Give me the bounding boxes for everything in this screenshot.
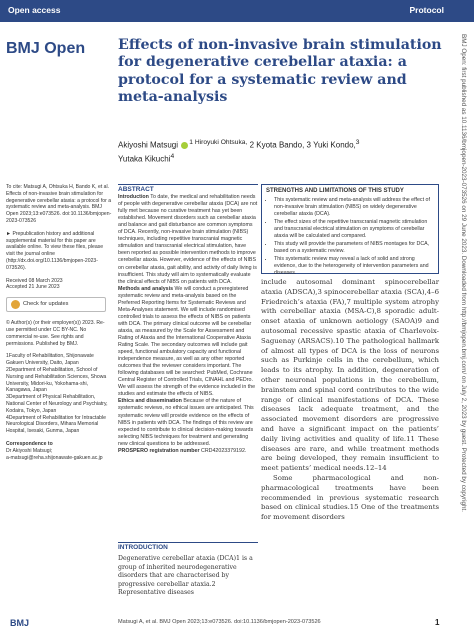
- journal-logo: BMJ Open: [6, 40, 86, 57]
- prospero-number: CRD42023379192.: [201, 447, 247, 454]
- check-for-updates-icon: [11, 300, 20, 309]
- left-sidebar: [6, 184, 112, 467]
- copyright-note: © Author(s) (or their employer(s)) 2023. Re-use permitted under CC BY-NC. No commercial re-use. See rights and permissions. Published by BMJ.: [6, 320, 105, 347]
- strengths-heading: STRENGTHS AND LIMITATIONS OF THIS STUDY: [266, 188, 404, 194]
- abstract-methods-text: We will conduct a preregistered systematic review and meta-analysis based on the Preferred Reporting Items for Systematic Reviews and Meta-Analyses statement. We will include randomised controlled trials to assess the effects of NIBS on patients with DCA. The primary clinical outcome will be cerebellar ataxia, as measured by the Scale for Assessment and Rating of Ataxia and the International Cooperative Ataxia Rating Scale. The secondary outcomes will include gait speed, functional ambulatory capacity and functional independence measure, as well as any other reported outcomes that the reviewer considers important. The following databases will be searched: PubMed, Cochrane Central Register of Controlled Trials, CINAHL and PEDro. We will assess the strength of the evidence included in the studies and estimate the effects of NIBS.: [118, 285, 256, 398]
- prospero-label: PROSPERO registration number: [118, 447, 200, 454]
- author-name[interactable]: Akiyoshi Matsugi: [118, 140, 179, 150]
- body-paragraph: Some pharmacological and non-pharmacological treatments have been recommended in previous systematic research based on clinical studies.15 One of the treatments for movement disorders: [261, 473, 439, 522]
- correspondence-label: Correspondence to: [6, 440, 53, 447]
- bmj-logo: BMJ: [10, 618, 30, 628]
- introduction-section: [118, 542, 258, 597]
- top-banner: [0, 0, 474, 22]
- author-name[interactable]: 3 Yuki Kondo,: [306, 140, 356, 150]
- footer-citation: Matsugi A, et al. BMJ Open 2023;13:e073526. doi:10.1136/bmjopen-2023-073526: [118, 619, 321, 625]
- open-access-label: Open access: [8, 5, 61, 15]
- article-type-label: Protocol: [409, 5, 444, 15]
- vertical-provenance-text[interactable]: BMJ Open: first published as 10.1136/bmjopen-2023-073526 on 29 June 2023. Downloaded from http://bmjopen.bmj.com/ on July 2, 2023 by guest. Protected by copyright.: [460, 34, 467, 513]
- abstract-intro-text: To date, the medical and rehabilitation needs of people with degenerative cerebellar ataxia (DCA) are not fully met because no curative treatment has yet been established. Movement disorders such as cerebellar ataxia and balance and gait disturbance are common symptoms of DCA. Recently, non-invasive brain stimulation (NIBS) techniques, including repetitive transcranial magnetic stimulation and transcranial electrical stimulation, have been reported as possible intervention methods to improve cerebellar ataxia. However, evidence of the effects of NIBS on cerebellar ataxia, gait ability, and activity of daily living is insufficient. This study will aim to systematically evaluate the clinical effects of NIBS on patients with DCA.: [118, 194, 258, 285]
- author-name[interactable]: 2 Kyota Bando,: [249, 140, 305, 150]
- check-for-updates-button[interactable]: [6, 297, 106, 312]
- page-number: 1: [435, 618, 440, 627]
- strength-item: • The effect sizes of the repetitive transcranial magnetic stimulation and transcranial electrical stimulation on symptoms of cerebellar ataxia will be calculated and compared.: [274, 219, 434, 240]
- abstract: [118, 184, 258, 455]
- page-footer: [0, 613, 474, 631]
- author-list: [118, 137, 448, 164]
- body-text-right: [261, 278, 439, 523]
- body-paragraph: include autosomal dominant spinocerebellar ataxia (ADSCA),3 spinocerebellar ataxia (SCA),4–6 Friedreich’s ataxia (FA),7 multiple system atrophy with cerebellar ataxia (MSA-C),8 sporadic adult-onset ataxia of unknown aetiology (SAOA)9 and autosomal recessive spastic ataxia of Charlevoix-Saguenay (ARSACS).10 The pathological hallmark of almost all types of DCA is the loss of neurons such as Purkinje cells in the cerebellum, which leads to its atrophy. In addition, degeneration of other neuronal populations in the cerebellum, brainstem and spinal cord contributes to the wide range of clinical manifestations of DCA. These diseases lack adequate treatment, and the associated movement disorders are progressive and have a significant impact on the patients’ daily living activities and quality of life.11 These diseases are rare, and while treatment methods are being developed, they remain insufficient to meet patients’ medical needs.12–14: [261, 278, 439, 473]
- strengths-limitations-box: [261, 184, 439, 274]
- dates: Received 08 March 2023 Accepted 21 June 2023: [6, 277, 63, 291]
- correspondence-details[interactable]: Dr Akiyoshi Matsugi; a-matsugi@reha.shijonawate-gakuen.ac.jp: [6, 447, 103, 461]
- author-affil: 1 Hiroyuki Ohtsuka,: [189, 139, 248, 146]
- abstract-ethics-text: Because of the nature of systematic reviews, no ethical issues are anticipated. This systematic review will provide evidence on the effects of NIBS in patients with DCA. The findings of this review are expected to contribute to clinical decision-making towards selecting NIBS techniques for treatment and generating new clinical questions to be addressed.: [118, 398, 254, 447]
- introduction-heading: INTRODUCTION: [118, 542, 258, 552]
- orcid-icon[interactable]: [181, 142, 188, 149]
- abstract-ethics-label: Ethics and dissemination: [118, 398, 182, 405]
- abstract-heading: ABSTRACT: [118, 184, 258, 193]
- strength-item: • This study will provide the parameters of NIBS montages for DCA, based on a systematic review.: [274, 241, 434, 255]
- author-name[interactable]: Yutaka Kikuchi: [118, 154, 171, 164]
- author-affil: 3: [355, 139, 360, 146]
- article-title: Effects of non-invasive brain stimulation for degenerative cerebellar ataxia: a protocol for a systematic review and meta-analysis: [118, 37, 442, 106]
- author-affil: 4: [170, 152, 175, 160]
- strength-item: • This systematic review may reveal a lack of solid and strong evidence, due to the heterogeneity of intervention parameters and diseases.: [274, 256, 434, 277]
- introduction-text: Degenerative cerebellar ataxia (DCA)1 is a group of inherited neurodegenerative disorders that are characterised by progressive cerebellar ataxia.2 Representative diseases: [118, 555, 253, 597]
- abstract-methods-label: Methods and analysis: [118, 285, 174, 292]
- citation-note: To cite: Matsugi A, Ohtsuka H, Bando K, et al. Effects of non-invasive brain stimulation for degenerative cerebellar ataxia: a protocol for a systematic review and meta-analysis. BMJ Open 2023;13:e073526. doi:10.1136/bmjopen-2023-073526: [6, 184, 112, 224]
- prepublication-note[interactable]: ► Prepublication history and additional supplemental material for this paper are available online. To view these files, please visit the journal online (http://dx.doi.org/10.1136/bmjopen-2023-073526).: [6, 230, 104, 271]
- abstract-intro-label: Introduction: [118, 194, 149, 201]
- strength-item: • This systematic review and meta-analysis will address the effect of non-invasive brain stimulation (NIBS) on widely degenerative cerebellar ataxia (DCA).: [274, 197, 434, 218]
- vertical-provenance-strip: [458, 34, 470, 602]
- check-for-updates-label: Check for updates: [23, 301, 69, 308]
- affiliations: 1Faculty of Rehabilitation, Shijonawate Gakuen University, Daito, Japan 2Department of Rehabilitation, School of Nursing and Rehabilitation Sciences, Showa University, Midori-ku, Yokohama-shi, Kanagawa, Japan 3Department of Physical Rehabilitation, National Center of Neurology and Psychiatry, Kodaira, Tokyo, Japan 4Department of Rehabilitation for Intractable Neurological Disorders, Mihara Memorial Hospital, Isesaki, Gunma, Japan: [6, 353, 108, 435]
